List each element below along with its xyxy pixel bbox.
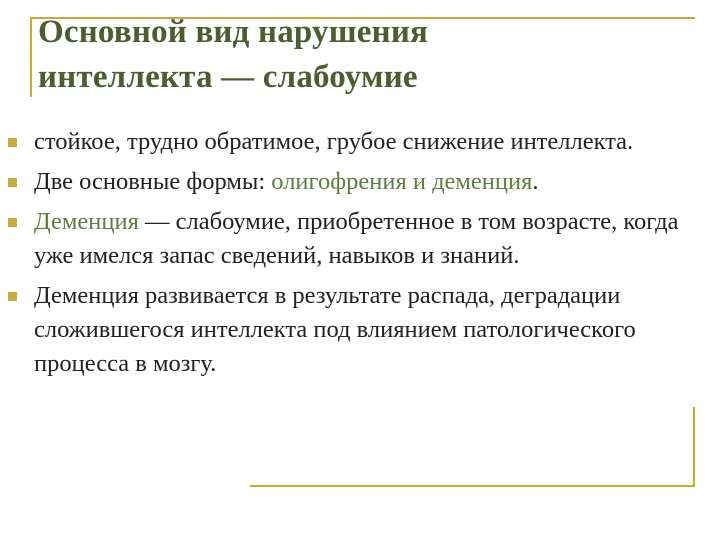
bullet-item: [0, 205, 700, 273]
bullet-prefix: Две основные формы:: [34, 168, 272, 195]
bullet-item: [0, 165, 700, 199]
bullet-item: [0, 279, 700, 381]
frame-line-bottom: [250, 485, 695, 487]
bullet-suffix: — слабоумие, приобретенное в том возрасте, когда уже имелся запас сведений, навыков и знаний.: [34, 208, 679, 269]
slide-title: [38, 10, 678, 100]
bullet-list: [0, 125, 720, 387]
title-line-2: интеллекта — слабоумие: [38, 59, 418, 95]
bullet-highlight: олигофрения и деменция: [271, 168, 533, 195]
frame-line-right: [693, 407, 695, 487]
bullet-highlight: Деменция: [34, 208, 139, 235]
bullet-text: стойкое, трудно обратимое, грубое снижение интеллекта.: [34, 128, 634, 155]
bullet-item: [0, 125, 700, 159]
bullet-suffix: .: [532, 168, 539, 195]
bullet-text: Деменция развивается в результате распада, деградации сложившегося интеллекта под влиянием патологического процесса в мозгу.: [34, 282, 636, 377]
square-bullet-icon: [8, 292, 17, 301]
bullet-text: [34, 165, 700, 199]
square-bullet-icon: [8, 178, 17, 187]
frame-line-left: [30, 17, 32, 97]
square-bullet-icon: [8, 138, 17, 147]
title-line-1: Основной вид нарушения: [38, 14, 429, 50]
square-bullet-icon: [8, 218, 17, 227]
bullet-text: [34, 205, 700, 273]
